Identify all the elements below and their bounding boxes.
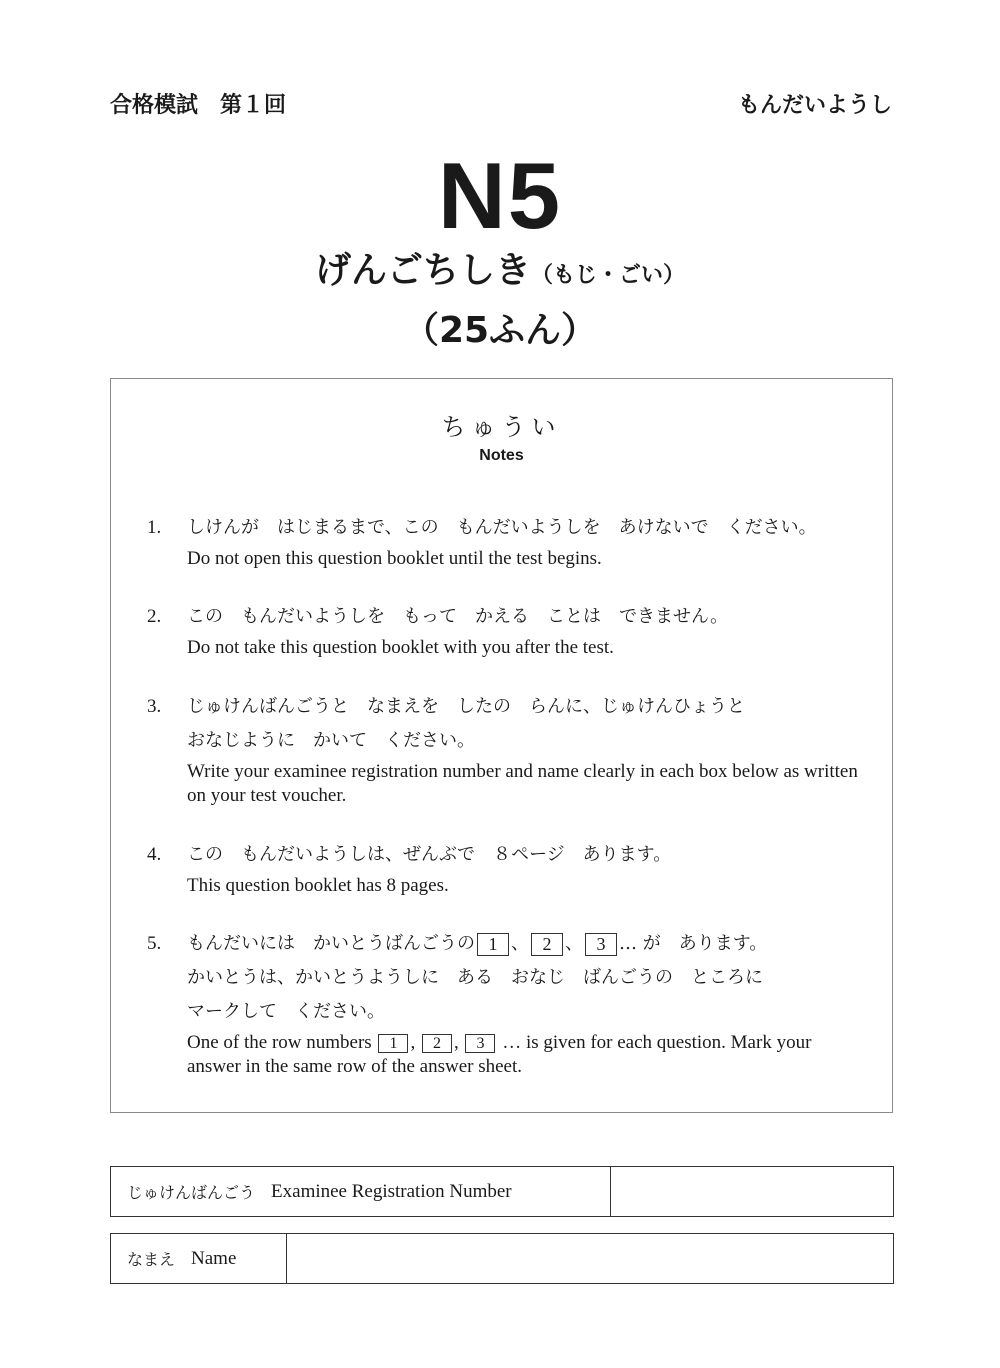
note-jp-line: かいとうは、かいとうようしに ある おなじ ばんごうの ところに [187,967,763,988]
row-number-box: 3 [465,1034,495,1053]
note-item-4 [147,838,862,898]
separator: , [453,1032,459,1053]
level-title: N5 [437,143,563,248]
note-number: 4. [147,844,162,865]
notes-box [110,378,893,1113]
note-item-3 [147,690,862,808]
note-en-text: Do not open this question booklet until the test begins. [187,548,602,569]
note-jp-line: じゅけんばんごうと なまえを したの らんに、じゅけんひょうと [187,696,745,717]
name-label [111,1234,287,1283]
name-row [110,1233,894,1284]
note-number: 2. [147,606,162,627]
registration-label-jp: じゅけんばんごう [127,1183,256,1202]
row-number-box: 2 [531,933,563,956]
notes-subtitle: Notes [479,447,524,464]
row-number-box: 3 [585,933,617,956]
note-jp-line: しけんが はじまるまで、この もんだいようしを あけないで ください。 [187,517,817,538]
subject-title [0,246,1000,301]
notes-title: ちゅうい [441,413,562,441]
note-number: 3. [147,696,162,717]
note-jp-line: マークして ください。 [187,1001,385,1022]
note-en-text: This question booklet has 8 pages. [187,875,449,896]
name-input[interactable] [287,1234,893,1283]
separator: 、 [565,933,583,954]
note-number: 5. [147,933,162,954]
subject-main: げんごちしき [314,250,531,291]
note-jp-line [187,927,862,961]
note-jp-suffix: … が あります。 [619,933,768,954]
row-number-box: 1 [378,1034,408,1053]
separator: 、 [511,933,529,954]
note-jp-prefix: もんだいには かいとうばんごうの [187,933,475,954]
note-jp-line: おなじように かいて ください。 [187,730,475,751]
subject-sub: （もじ・ごい） [531,263,686,288]
separator: , [410,1032,416,1053]
note-en-text [187,1031,862,1079]
registration-number-input[interactable] [611,1167,893,1216]
duration-label: （25ふん） [402,310,598,351]
name-label-en: Name [191,1247,237,1269]
note-en-prefix: One of the row numbers [187,1032,372,1053]
note-item-5 [147,927,862,1079]
note-jp-line: この もんだいようしは、ぜんぶで ８ページ あります。 [187,844,672,865]
note-jp-line: この もんだいようしを もって かえる ことは できません。 [187,606,729,627]
note-number: 1. [147,517,162,538]
note-en-text: Do not take this question booklet with you after the test. [187,637,614,658]
registration-label-en: Examinee Registration Number [271,1180,512,1202]
row-number-box: 1 [477,933,509,956]
note-item-1 [147,511,862,571]
note-en-suffix: … is given for each question. Mark your answer in the same row of the answer sheet. [187,1032,812,1077]
note-item-2 [147,600,862,660]
registration-number-label [111,1167,611,1216]
registration-number-row [110,1166,894,1217]
name-label-jp: なまえ [127,1250,176,1269]
row-number-box: 2 [422,1034,452,1053]
booklet-type-label: もんだいようし [737,93,892,118]
exam-series-title: 合格模試 第１回 [110,93,287,118]
note-en-text: Write your examinee registration number and name clearly in each box below as written on your test voucher. [187,761,858,806]
